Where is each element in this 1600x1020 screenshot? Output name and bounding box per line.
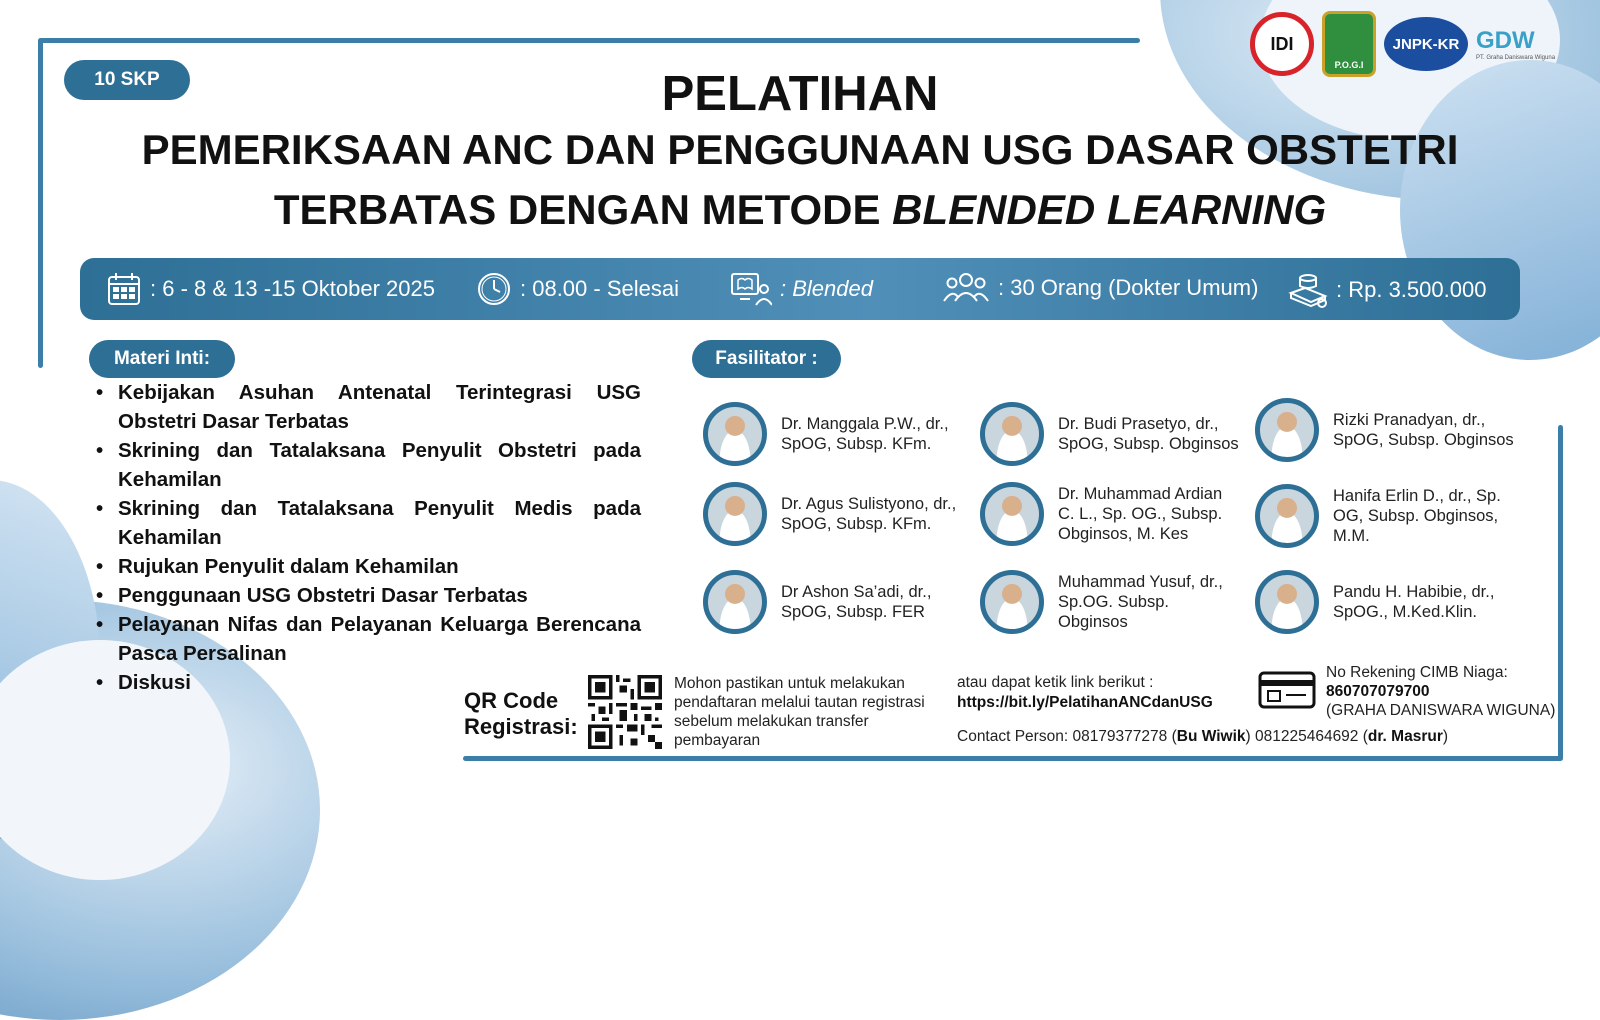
materi-item: • Skrining dan Tatalaksana Penyulit Medis pada Kehamilan [96,494,641,552]
materi-label: Materi Inti: [89,340,235,378]
facilitator-photo [980,402,1044,466]
materi-item: • Diskusi [96,668,641,697]
skp-badge: 10 SKP [64,60,190,100]
facilitator-card [703,482,966,546]
facilitator-card [980,570,1243,634]
facilitator-card [1255,484,1518,548]
facilitator-photo [703,482,767,546]
info-method [730,271,873,307]
materi-list [96,378,641,697]
qr-code-label-line-2: Registrasi: [464,714,578,739]
facilitator-name: Rizki Pranadyan, dr., SpOG, Subsp. Obginsos [1333,411,1514,449]
frame-line-top [40,38,1140,43]
gdw-logo-subtext: PT. Graha Daniswara Wiguna [1476,55,1556,61]
jnpk-logo: JNPK-KR [1384,17,1468,71]
people-icon [942,271,990,305]
contact-mid: ) 081225464692 ( [1245,728,1368,745]
title-line-2: PEMERIKSAAN ANC DAN PENGGUNAAN USG DASAR OBSTETRI [141,126,1459,173]
event-info-bar [80,258,1520,320]
bank-label: No Rekening CIMB Niaga: [1326,664,1508,681]
facilitator-name: Dr. Muhammad Ardian C. L., Sp. OG., Subsp. Obginsos, M. Kes [1058,485,1223,543]
info-price [1288,271,1486,309]
materi-item: • Kebijakan Asuhan Antenatal Terintegrasi USG Obstetri Dasar Terbatas [96,378,641,436]
gdw-logo-text: GDW [1476,27,1535,54]
fasilitator-label: Fasilitator : [692,340,841,378]
registration-link[interactable]: https://bit.ly/PelatihanANCdanUSG [957,694,1213,711]
clock-icon [476,271,512,307]
money-icon [1288,271,1328,309]
title-line-3-italic: BLENDED LEARNING [892,186,1327,233]
frame-line-bottom [463,756,1563,761]
facilitator-name: Dr. Agus Sulistyono, dr., SpOG, Subsp. KFm. [781,495,957,533]
facilitator-card [1255,570,1518,634]
credit-card-icon [1258,671,1316,709]
online-learning-icon [730,271,772,307]
qr-code-label [464,688,578,740]
facilitator-photo [980,570,1044,634]
title-line-3 [40,186,1560,234]
bank-account [1326,663,1555,720]
contact-prefix: Contact Person: 08179377278 ( [957,728,1177,745]
idi-logo: IDI [1250,12,1314,76]
facilitator-card [1255,398,1518,462]
facilitator-photo [1255,398,1319,462]
bank-account-holder: (GRAHA DANISWARA WIGUNA) [1326,702,1556,719]
facilitator-photo [1255,570,1319,634]
qr-code-label-line-1: QR Code [464,688,559,713]
title-line-3-plain: TERBATAS DENGAN METODE [273,186,893,233]
frame-line-right [1558,425,1563,760]
info-time [476,271,679,307]
facilitator-photo [980,482,1044,546]
registration-qr-code[interactable] [588,675,662,749]
bank-account-number: 860707079700 [1326,683,1430,700]
facilitator-name: Hanifa Erlin D., dr., Sp. OG, Subsp. Obginsos, M.M. [1333,487,1501,545]
info-price-text: : Rp. 3.500.000 [1336,277,1487,302]
facilitator-name: Dr. Manggala P.W., dr., SpOG, Subsp. KFm. [781,415,949,453]
facilitator-card [980,482,1243,546]
title-line-1: PELATIHAN [661,67,939,121]
facilitator-photo [703,570,767,634]
facilitator-card [980,402,1243,466]
info-method-text: : Blended [780,276,873,301]
facilitator-card [703,402,966,466]
facilitator-name: Pandu H. Habibie, dr., SpOG., M.Ked.Klin. [1333,583,1495,621]
materi-item: • Penggunaan USG Obstetri Dasar Terbatas [96,581,641,610]
gdw-logo [1476,27,1555,61]
info-participants [942,271,1258,305]
contact-name-2: dr. Masrur [1367,728,1443,745]
facilitator-card [703,570,966,634]
facilitator-photo [1255,484,1319,548]
pogi-logo: P.O.G.I [1322,11,1376,77]
facilitator-name: Dr. Budi Prasetyo, dr., SpOG, Subsp. Obginsos [1058,415,1239,453]
materi-item: • Skrining dan Tatalaksana Penyulit Obstetri pada Kehamilan [96,436,641,494]
contact-name-1: Bu Wiwik [1176,728,1246,745]
info-participants-text: : 30 Orang (Dokter Umum) [998,275,1259,300]
contact-person [957,728,1448,746]
facilitator-name: Muhammad Yusuf, dr., Sp.OG. Subsp. Obginsos [1058,573,1223,631]
contact-suffix: ) [1442,728,1449,745]
calendar-icon [106,271,142,307]
materi-item: • Pelayanan Nifas dan Pelayanan Keluarga Berencana Pasca Persalinan [96,610,641,668]
materi-item: • Rujukan Penyulit dalam Kehamilan [96,552,641,581]
registration-note: Mohon pastikan untuk melakukan pendaftaran melalui tautan registrasi sebelum melakukan transfer pembayaran [674,675,925,749]
info-time-text: : 08.00 - Selesai [520,276,679,301]
info-date [106,271,435,307]
facilitator-name: Dr Ashon Sa’adi, dr., SpOG, Subsp. FER [781,583,932,621]
facilitator-photo [703,402,767,466]
info-date-text: : 6 - 8 & 13 -15 Oktober 2025 [150,276,435,301]
registration-link-label: atau dapat ketik link berikut : [957,674,1154,691]
